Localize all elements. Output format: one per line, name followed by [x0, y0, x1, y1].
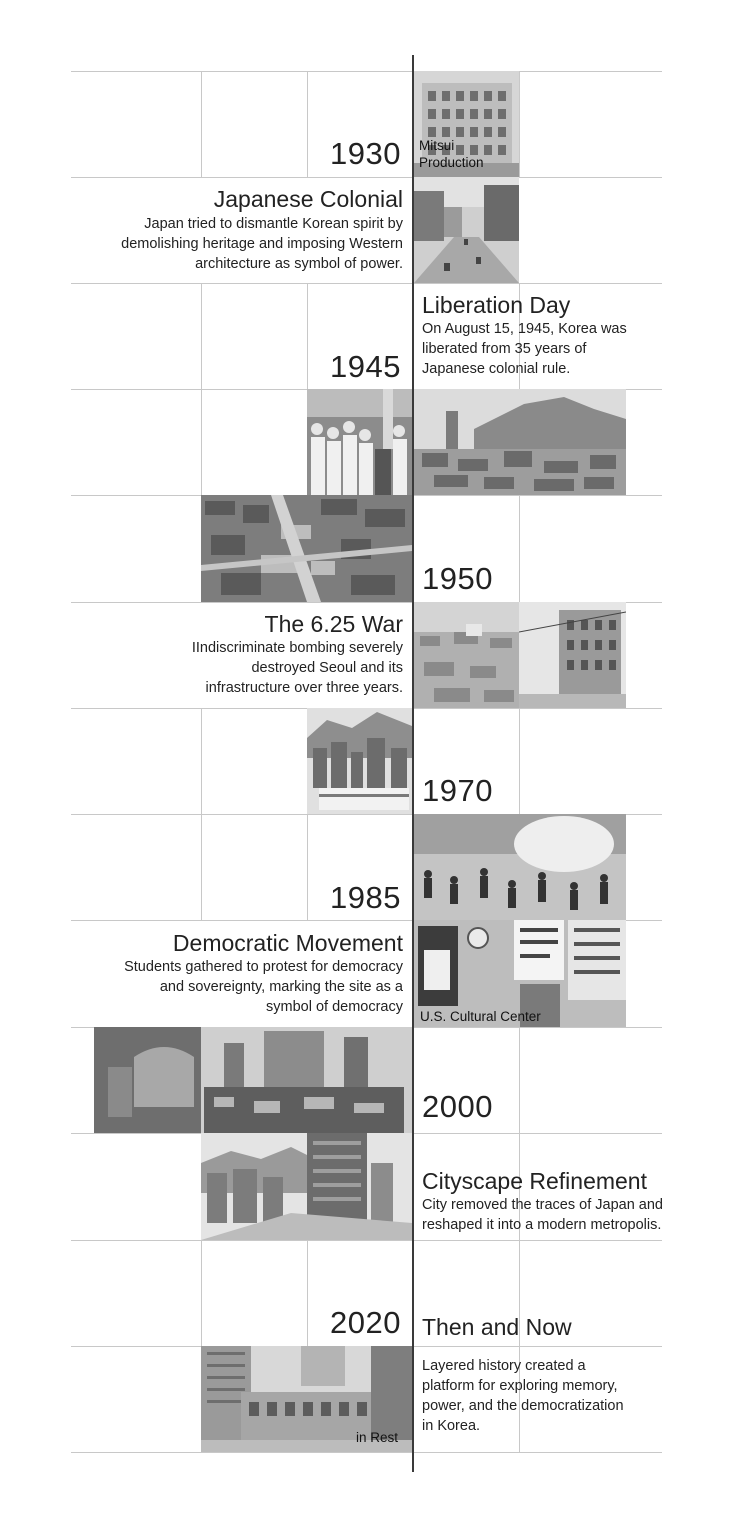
liberation-crowd-photo: [307, 389, 412, 495]
aerial-seoul-photo: [201, 495, 412, 602]
year-2020: 2020: [330, 1305, 401, 1340]
grid-line: [519, 708, 520, 814]
war-ruins-photo: [414, 602, 519, 708]
grid-line: [71, 177, 662, 178]
year-2000: 2000: [422, 1089, 493, 1124]
grid-line: [519, 495, 520, 602]
grid-line: [71, 283, 662, 284]
modern-street-photo: [201, 1133, 412, 1240]
grid-line: [201, 71, 202, 177]
photo-caption-mitsui: Mitsui Production: [419, 138, 484, 170]
grid-line: [201, 708, 202, 814]
photo-caption-cultural-center: U.S. Cultural Center: [420, 1009, 541, 1024]
grid-line: [201, 389, 202, 495]
grid-line: [201, 283, 202, 389]
event-description-japanese-colonial: Japan tried to dismantle Korean spirit by demolishing heritage and imposing Western architecture as symbol of power.: [121, 216, 403, 272]
event-title-democratic-movement: Democratic Movement: [172, 930, 403, 956]
year-1970: 1970: [422, 773, 493, 808]
grid-line: [201, 1240, 202, 1346]
timeline-axis: [412, 55, 414, 1472]
event-description-cityscape-refinement: City removed the traces of Japan and reshaped it into a modern metropolis.: [422, 1197, 663, 1233]
war-building-photo: [519, 602, 626, 708]
city-1970-photo: [307, 708, 412, 814]
grid-line: [307, 1240, 308, 1346]
grid-line: [71, 1452, 662, 1453]
colonial-street-photo: [414, 177, 519, 283]
protest-photo: [414, 814, 626, 920]
event-description-then-and-now: Layered history created a platform for exploring memory, power, and the democratization in Korea.: [422, 1358, 624, 1434]
grid-line: [519, 1027, 520, 1133]
event-title-liberation-day: Liberation Day: [422, 292, 571, 318]
event-title-japanese-colonial: Japanese Colonial: [213, 186, 403, 212]
grid-line: [307, 814, 308, 920]
event-description-liberation-day: On August 15, 1945, Korea was liberated from 35 years of Japanese colonial rule.: [422, 321, 627, 377]
liberation-cityscape-photo: [414, 389, 626, 495]
event-description-democratic-movement: Students gathered to protest for democracy and sovereignty, marking the site as a symbol of democracy: [124, 959, 403, 1015]
event-description-625-war: IIndiscriminate bombing severely destroyed Seoul and its infrastructure over three years.: [191, 640, 403, 696]
grid-line: [201, 814, 202, 920]
year-1930: 1930: [330, 136, 401, 171]
demolition-photo: [94, 1027, 412, 1133]
event-title-cityscape-refinement: Cityscape Refinement: [422, 1168, 647, 1194]
grid-line: [519, 71, 520, 177]
grid-line: [71, 71, 662, 72]
grid-line: [307, 71, 308, 177]
grid-line: [307, 283, 308, 389]
event-title-then-and-now: Then and Now: [422, 1314, 572, 1340]
year-1950: 1950: [422, 561, 493, 596]
photo-caption-in-rest: in Rest: [356, 1430, 399, 1445]
year-1985: 1985: [330, 880, 401, 915]
year-1945: 1945: [330, 349, 401, 384]
event-title-625-war: The 6.25 War: [264, 611, 403, 637]
grid-line: [71, 1240, 662, 1241]
